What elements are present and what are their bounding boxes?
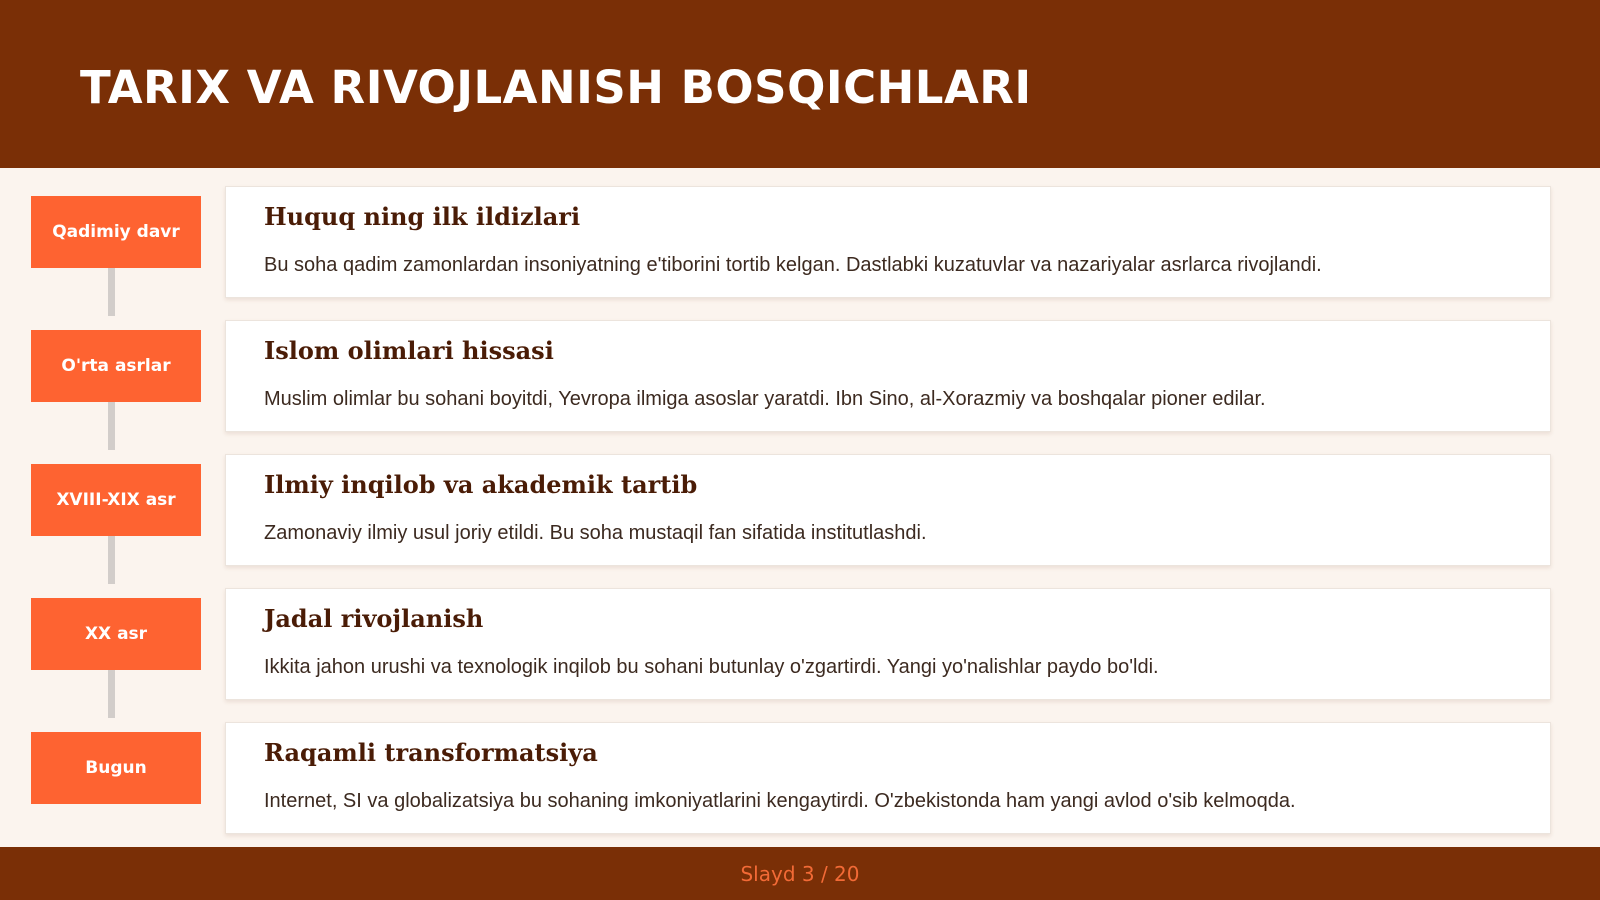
- era-badge: Qadimiy davr: [31, 196, 201, 268]
- timeline-row: [0, 168, 1600, 280]
- card-text: Bu soha qadim zamonlardan insoniyatning e'tiborini tortib kelgan. Dastlabki kuzatuvlar va nazariyalar asrlarca rivojlandi.: [264, 254, 1322, 276]
- card-text: Zamonaviy ilmiy usul joriy etildi. Bu soha mustaqil fan sifatida institutlashdi.: [264, 522, 927, 544]
- card-title: Jadal rivojlanish: [264, 604, 484, 633]
- slide-footer: [0, 847, 1600, 900]
- timeline-row: [0, 704, 1600, 816]
- timeline-row: [0, 302, 1600, 414]
- slide-header: [0, 0, 1600, 168]
- card-text: Internet, SI va globalizatsiya bu sohaning imkoniyatlarini kengaytirdi. O'zbekistonda ham yangi avlod o'sib kelmoqda.: [264, 790, 1296, 812]
- timeline-card: [225, 588, 1551, 700]
- slide-counter: Slayd 3 / 20: [740, 861, 860, 886]
- timeline-card: [225, 186, 1551, 298]
- card-title: Raqamli transformatsiya: [264, 738, 598, 767]
- timeline-row: [0, 436, 1600, 548]
- card-title: Islom olimlari hissasi: [264, 336, 554, 365]
- card-title: Ilmiy inqilob va akademik tartib: [264, 470, 698, 499]
- timeline-card: [225, 722, 1551, 834]
- timeline-card: [225, 320, 1551, 432]
- timeline: [0, 168, 1600, 847]
- card-text: Ikkita jahon urushi va texnologik inqilob bu sohani butunlay o'zgartirdi. Yangi yo'nalishlar paydo bo'ldi.: [264, 656, 1159, 678]
- era-badge: O'rta asrlar: [31, 330, 201, 402]
- era-badge: XVIII-XIX asr: [31, 464, 201, 536]
- timeline-row: [0, 570, 1600, 682]
- era-badge: XX asr: [31, 598, 201, 670]
- slide-title: TARIX VA RIVOJLANISH BOSQICHLARI: [80, 61, 1032, 114]
- card-text: Muslim olimlar bu sohani boyitdi, Yevropa ilmiga asoslar yaratdi. Ibn Sino, al-Xorazmiy va boshqalar pioner edilar.: [264, 388, 1266, 410]
- timeline-card: [225, 454, 1551, 566]
- card-title: Huquq ning ilk ildizlari: [264, 202, 581, 231]
- era-badge: Bugun: [31, 732, 201, 804]
